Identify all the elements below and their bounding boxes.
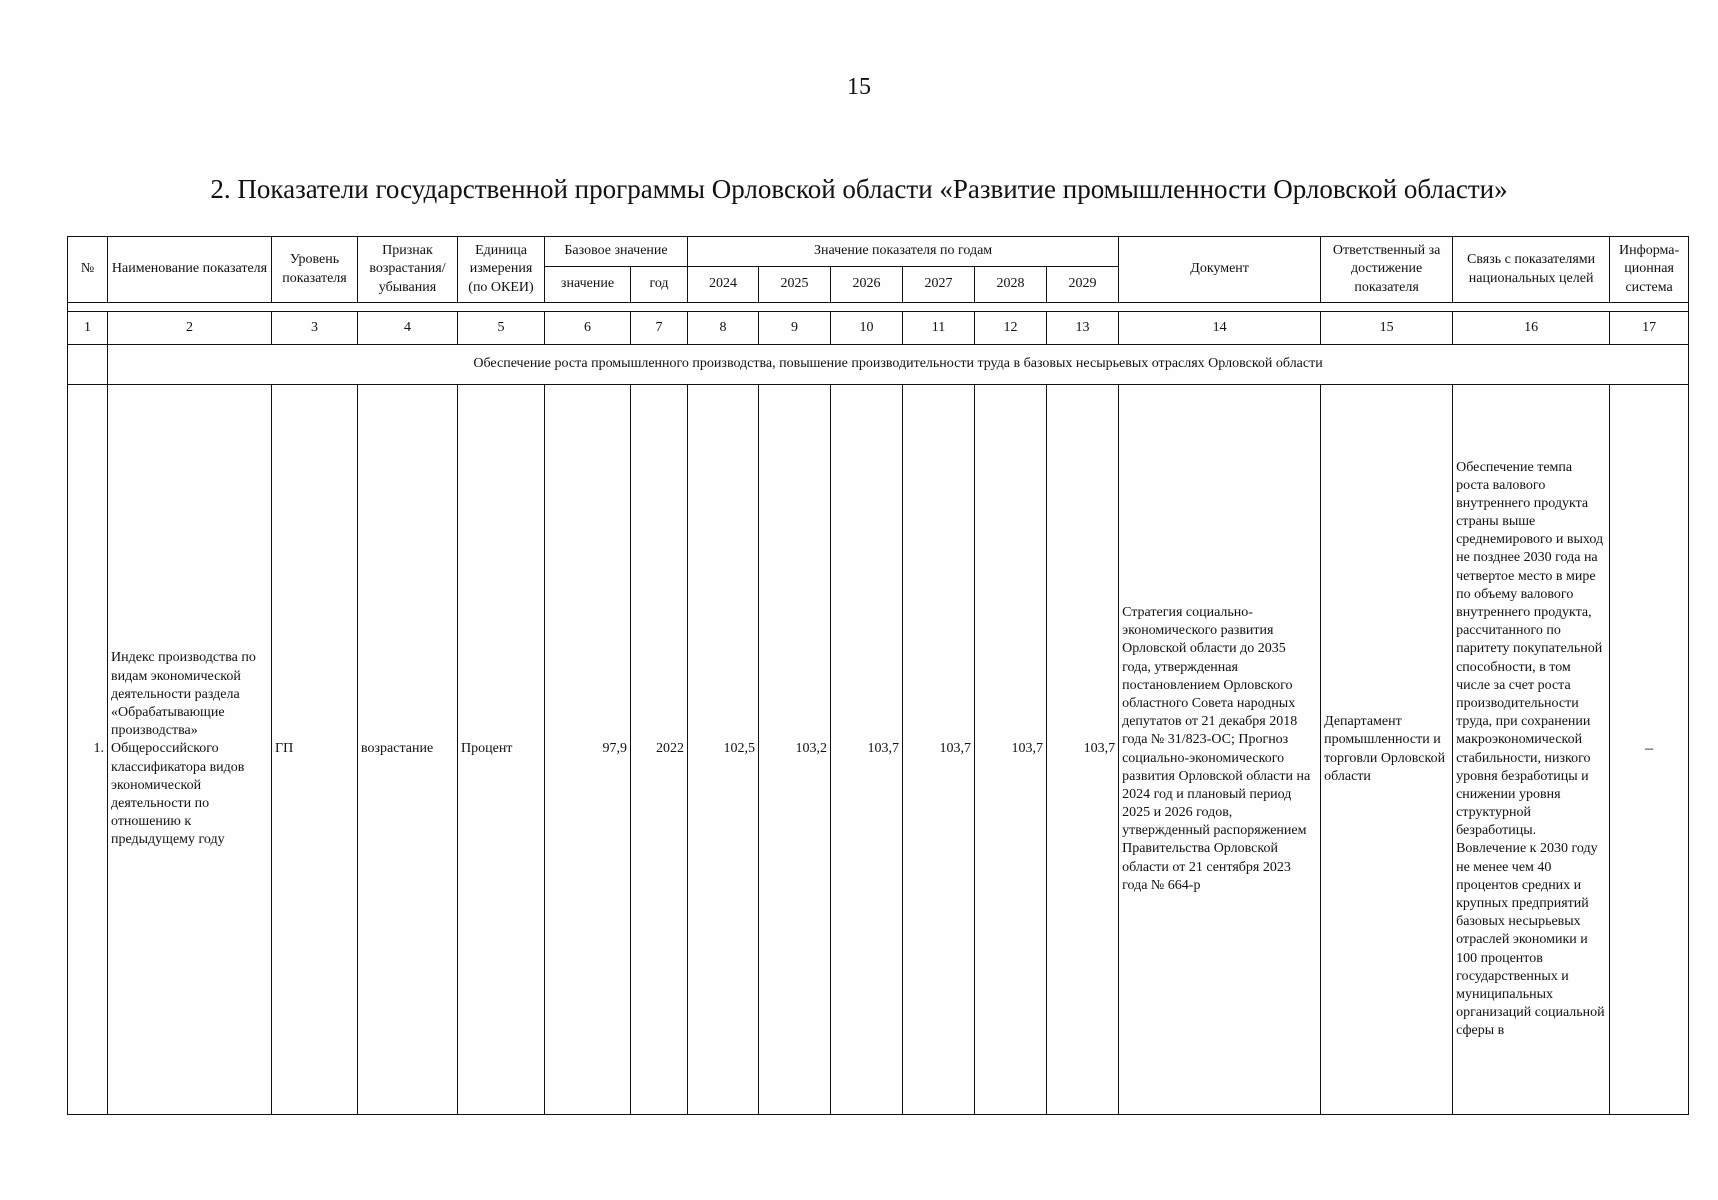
header-base: Базовое значение	[545, 237, 688, 267]
header-year: 2028	[975, 267, 1047, 303]
year-value: 103,7	[1047, 385, 1119, 1115]
column-number: 2	[108, 312, 272, 345]
column-number: 15	[1321, 312, 1453, 345]
base-value: 97,9	[545, 385, 631, 1115]
column-number: 12	[975, 312, 1047, 345]
header-year: 2024	[688, 267, 759, 303]
header-info-system: Информа-ционная система	[1610, 237, 1689, 303]
section-title: Обеспечение роста промышленного производства, повышение производительности труда в базовых несырьевых отраслях Орловской области	[108, 345, 1689, 385]
column-number: 8	[688, 312, 759, 345]
indicator-responsible: Департамент промышленности и торговли Орловской области	[1321, 385, 1453, 1115]
header-gap	[68, 303, 1689, 312]
year-value: 102,5	[688, 385, 759, 1115]
header-name: Наименование показателя	[108, 237, 272, 303]
column-number: 1	[68, 312, 108, 345]
header-by-years: Значение показателя по годам	[688, 237, 1119, 267]
page-title: 2. Показатели государственной программы Орловской области «Развитие промышленности Орловской области»	[210, 174, 1508, 204]
column-number: 17	[1610, 312, 1689, 345]
section-spacer	[68, 345, 108, 385]
column-number: 13	[1047, 312, 1119, 345]
year-value: 103,7	[975, 385, 1047, 1115]
header-link: Связь с показателями национальных целей	[1453, 237, 1610, 303]
table-row	[68, 385, 1689, 1115]
header-responsible: Ответственный за достижение показателя	[1321, 237, 1453, 303]
national-goal-link: Обеспечение темпа роста валового внутреннего продукта страны выше среднемирового и выход не позднее 2030 года на четвертое место в мире по объему валового внутреннего продукта, рассчитанного по паритету покупательной способности, в том числе за счет роста производительности труда, при сохранении макроэкономической стабильности, низкого уровня безработицы и снижении уровня структурной безработицы. Вовлечение к 2030 году не менее чем 40 процентов средних и крупных предприятий базовых несырьевых отраслей экономики и 100 процентов государственных и муниципальных организаций социальной сферы в	[1453, 385, 1610, 1115]
column-number: 4	[358, 312, 458, 345]
header-num: №	[68, 237, 108, 303]
header-year: 2025	[759, 267, 831, 303]
base-year: 2022	[631, 385, 688, 1115]
indicators-table	[67, 236, 1689, 1115]
column-number: 14	[1119, 312, 1321, 345]
indicator-unit: Процент	[458, 385, 545, 1115]
info-system: –	[1610, 385, 1689, 1115]
header-level: Уровень показателя	[272, 237, 358, 303]
column-number: 5	[458, 312, 545, 345]
header-document: Документ	[1119, 237, 1321, 303]
year-value: 103,2	[759, 385, 831, 1115]
header-base-value: значение	[545, 267, 631, 303]
header-base-year: год	[631, 267, 688, 303]
column-number: 3	[272, 312, 358, 345]
row-number: 1.	[68, 385, 108, 1115]
header-year: 2026	[831, 267, 903, 303]
column-number: 10	[831, 312, 903, 345]
column-number: 6	[545, 312, 631, 345]
indicator-sign: возрастание	[358, 385, 458, 1115]
header-sign: Признак возрастания/ убывания	[358, 237, 458, 303]
indicator-name: Индекс производства по видам экономической деятельности раздела «Обрабатывающие производства» Общероссийского классификатора видов экономической деятельности по отношению к предыдущему году	[108, 385, 272, 1115]
column-number: 16	[1453, 312, 1610, 345]
year-value: 103,7	[903, 385, 975, 1115]
column-number: 7	[631, 312, 688, 345]
header-unit: Единица измерения (по ОКЕИ)	[458, 237, 545, 303]
indicator-document: Стратегия социально-экономического развития Орловской области до 2035 года, утвержденная постановлением Орловского областного Совета народных депутатов от 21 декабря 2018 года № 31/823-ОС; Прогноз социально-экономического развития Орловской области на 2024 год и плановый период 2025 и 2026 годов, утвержденный распоряжением Правительства Орловской области от 21 сентября 2023 года № 664-р	[1119, 385, 1321, 1115]
header-year: 2027	[903, 267, 975, 303]
indicator-level: ГП	[272, 385, 358, 1115]
year-value: 103,7	[831, 385, 903, 1115]
page-number: 15	[847, 74, 871, 100]
column-number: 11	[903, 312, 975, 345]
column-number: 9	[759, 312, 831, 345]
header-year: 2029	[1047, 267, 1119, 303]
